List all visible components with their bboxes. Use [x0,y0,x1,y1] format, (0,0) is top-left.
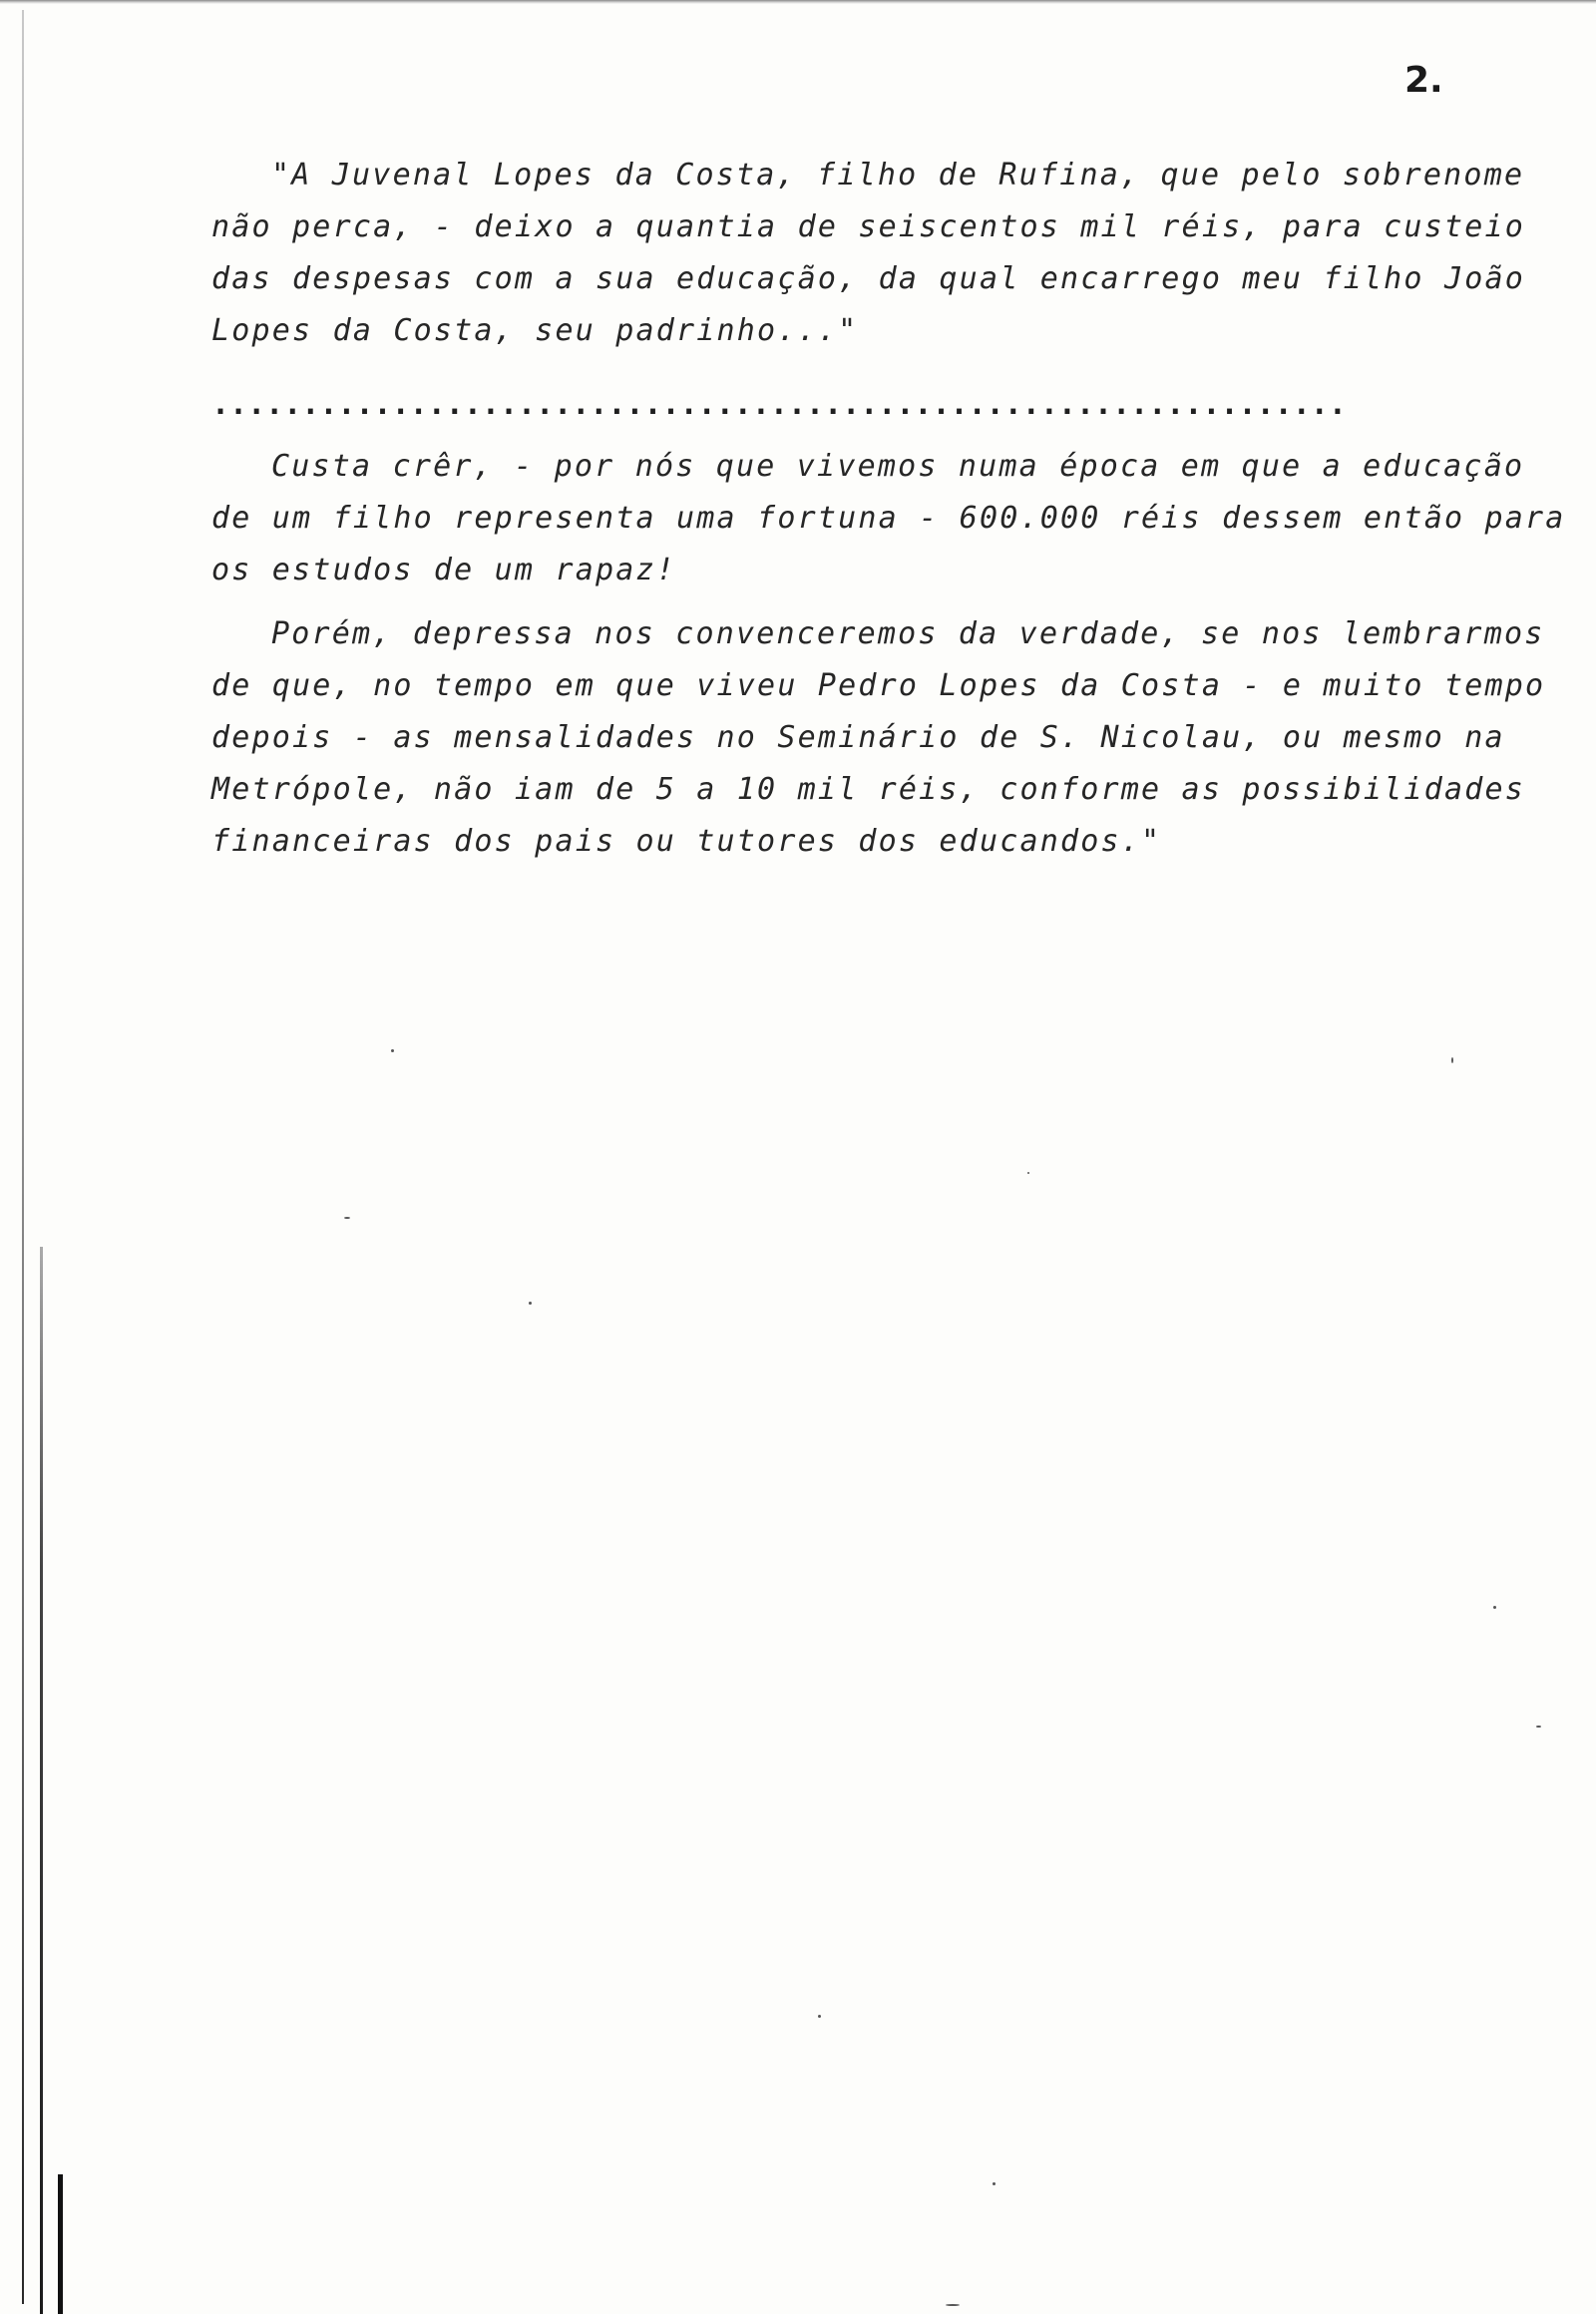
document-body [211,150,1568,868]
scan-speck [946,2304,960,2306]
paragraph-porem: Porém, depressa nos convenceremos da verdade, se nos lembrarmos de que, no tempo em que viveu Pedro Lopes da Costa - e muito tempo depois - as mensalidades no Seminário de S. Nicolau, ou mesmo na Metrópole, não iam de 5 a 10 mil réis, conforme as possibilidades financeiras dos pais ou tutores dos educandos." [211,616,1546,859]
scan-edge-line [22,10,24,2304]
scan-speck [344,1217,350,1219]
scan-speck [1493,1606,1496,1609]
scan-edge-line [40,1247,43,2314]
scan-left-edge [0,0,70,2314]
scan-edge-line [58,2174,63,2314]
quoted-will-paragraph: "A Juvenal Lopes da Costa, filho de Rufina, que pelo sobrenome não perca, - deixo a quantia de seiscentos mil réis, para custeio das despesas com a sua educação, da qual encarrego meu filho João Lopes da Costa, seu padrinho..." [211,158,1525,348]
scan-speck [1536,1726,1541,1728]
paragraph-custa-crer: Custa crêr, - por nós que vivemos numa época em que a educação de um filho representa uma fortuna - 600.000 réis dessem então para os estudos de um rapaz! [211,449,1566,587]
scan-speck [1451,1057,1453,1063]
dotted-separator: ............................................................... [211,387,1347,422]
scan-speck [993,2182,996,2185]
scan-speck [529,1302,532,1305]
scan-speck [1027,1172,1029,1174]
page-number: 2. [1404,60,1443,101]
scan-speck [391,1049,394,1052]
scan-speck [818,2015,821,2018]
scan-top-edge [0,0,1596,4]
